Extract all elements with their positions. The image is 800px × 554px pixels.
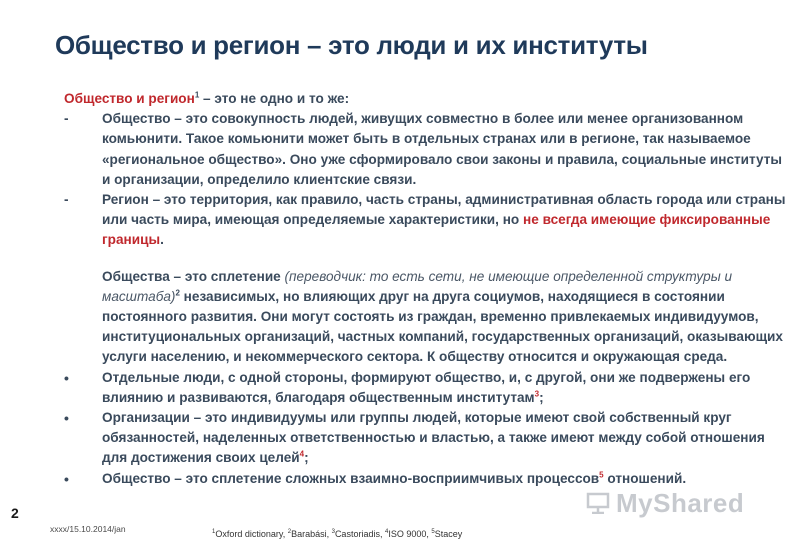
intro-term: Общество и регион [64, 91, 195, 106]
list-item-society [64, 109, 790, 190]
intro-line [64, 89, 790, 109]
spacer [64, 251, 790, 267]
dash-marker: - [64, 111, 69, 127]
ref-text: Stacey [434, 529, 463, 539]
slide-number: 2 [11, 505, 19, 521]
ref-number: 4 [384, 529, 389, 535]
list-item-region [64, 190, 790, 251]
footnote-ref: 2 [175, 288, 180, 298]
item-end: ; [539, 389, 544, 405]
slide-title: Общество и регион – это люди и их институты [55, 30, 648, 60]
item-text: Общество – это совокупность людей, живущих совместно в более или менее организованном комьюнити. Такое комьюнити может быть в отдельных странах или в регионе, так называемое «региональное общество». Оно уже сформировало свои законы и правила, социальные институты и организации, определило клиентские связи. [102, 111, 783, 187]
footnote-ref: 5 [599, 470, 604, 480]
societies-paragraph [64, 267, 790, 368]
slide-body [64, 89, 790, 489]
highlight-text: не всегда имеющие фиксированные границы [102, 212, 771, 248]
item-end: отношений. [603, 470, 687, 486]
bullet-marker: • [64, 410, 69, 427]
intro-rest: – это не одно и то же: [199, 91, 350, 106]
references [212, 529, 462, 539]
ref-number: 1 [212, 529, 216, 535]
ref-text: Castoriadis, [334, 529, 385, 539]
para-start: Общества – это сплетение [102, 268, 285, 284]
bullet-item-people [64, 368, 790, 408]
dash-marker: - [64, 192, 69, 208]
footnote-ref: 1 [194, 90, 200, 100]
bullet-marker: • [64, 369, 69, 386]
bullet-marker: • [64, 470, 69, 487]
ref-text: ISO 9000, [388, 529, 432, 539]
ref-number: 2 [287, 529, 292, 535]
ref-number: 5 [431, 529, 435, 535]
ref-text: Barabási, [291, 529, 332, 539]
item-end: ; [304, 450, 309, 466]
para-rest: независимых, но влияющих друг на друга социумов, находящиеся в состоянии постоянного развития. Они могут состоять из граждан, временно привлекаемых индивидуумов, институциональных организаций, частных компаний, государственных организаций, оказывающих услуги населению, и некоммерческого сектора. К обществу относится и окружающая среда. [102, 288, 783, 365]
bullet-item-processes [64, 469, 790, 489]
translator-note: (переводчик: то есть сети, не имеющие определенной структуры и масштаба) [102, 268, 733, 304]
ref-text: Oxford dictionary, [215, 529, 288, 539]
watermark-logo: MyShared [616, 488, 745, 518]
footnote-ref: 4 [299, 449, 305, 459]
footer-id: xxxx/15.10.2014/jan [50, 524, 126, 534]
item-text: Регион – это территория, как правило, часть страны, административная область города или страны или часть мира, имеющая определяемые характеристики, но [102, 192, 786, 228]
item-end: . [160, 232, 164, 248]
ref-number: 3 [331, 529, 335, 535]
footnote-ref: 3 [534, 389, 540, 399]
item-text: Отдельные люди, с одной стороны, формируют общество, и, с другой, они же подвержены его влиянию и развиваются, благодаря общественным институтам [102, 369, 751, 405]
item-text: Общество – это сплетение сложных взаимно-восприимчивых процессов [102, 470, 600, 486]
presentation-icon [586, 492, 610, 514]
bullet-item-organizations [64, 408, 790, 469]
item-text: Организации – это индивидуумы или группы людей, которые имеют свой собственный круг обязанностей, наделенных ответственностью и властью, а также имеют между собой отношения для достижения своих целей [102, 410, 765, 466]
